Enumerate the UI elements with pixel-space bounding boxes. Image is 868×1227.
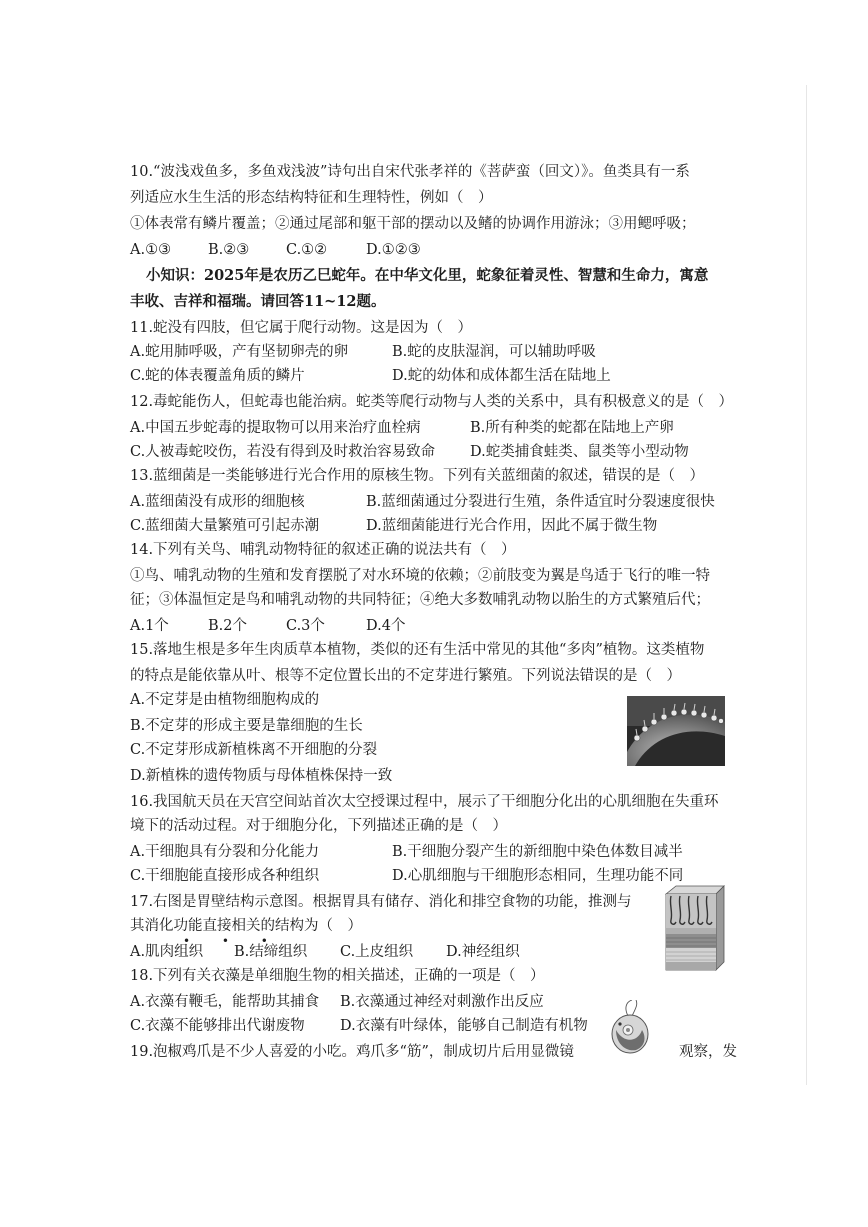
q11-option-c: C.蛇的体表覆盖角质的鳞片 [130,368,305,384]
q13-option-c: C.蓝细菌大量繁殖可引起赤潮 [130,518,320,534]
q18-option-c: C.衣藻不能够排出代谢废物 [130,1018,305,1034]
q15-option-d: D.新植株的遗传物质与母体植株保持一致 [130,768,393,784]
q15-option-b: B.不定芽的形成主要是靠细胞的生长 [130,718,363,734]
q12-options-row-2 [130,442,750,462]
q18-option-b: B.衣藻通过神经对刺激作出反应 [340,994,544,1010]
q16-option-d: D.心肌细胞与干细胞形态相同，生理功能不同 [392,868,684,884]
q16-option-b: B.干细胞分裂产生的新细胞中染色体数目减半 [392,844,683,860]
note-line-2: 丰收、吉祥和福瑞。请回答11~12题。 [130,293,386,310]
stomach-wall-diagram [660,884,726,974]
q10-option-d: D.①②③ [366,242,421,258]
q17-options [130,942,550,962]
q15-option-c: C.不定芽形成新植株离不开细胞的分裂 [130,742,378,758]
q14-options [130,616,430,636]
page-edge-line [806,85,807,1085]
q10-option-b: B.②③ [208,242,250,258]
q11-options-row-2 [130,366,750,386]
q17-option-b: B.结缔组织 [234,944,308,960]
q15-option-a: A.不定芽是由植物细胞构成的 [130,692,320,708]
q19-stem-line-1-tail: 观察，发 [679,1044,737,1060]
q11-option-b: B.蛇的皮肤湿润，可以辅助呼吸 [392,344,596,360]
q19-stem-line-1: 19.泡椒鸡爪是不少人喜爱的小吃。鸡爪多“筋”，制成切片后用显微镜 [130,1044,574,1060]
q13-options-row-2 [130,516,750,536]
q12-option-a: A.中国五步蛇毒的提取物可以用来治疗血栓病 [130,420,421,436]
q10-option-a: A.①③ [130,242,172,258]
q17-option-a: A.肌肉组织 [130,944,204,960]
q18-option-d: D.衣藻有叶绿体，能够自己制造有机物 [340,1018,588,1034]
emphasis-dots: • • • [183,934,282,948]
q10-option-c: C.①② [286,242,328,258]
q18-option-a: A.衣藻有鞭毛，能帮助其捕食 [130,994,320,1010]
q12-option-c: C.人被毒蛇咬伤，若没有得到及时救治容易致命 [130,444,436,460]
q18-options-row-2 [130,1016,750,1036]
q17-option-c: C.上皮组织 [340,944,414,960]
q13-option-b: B.蓝细菌通过分裂进行生殖，条件适宜时分裂速度很快 [366,494,715,510]
q17-stem-line-1: 17.右图是胃壁结构示意图。根据胃具有储存、消化和排空食物的功能，推测与 [130,894,632,910]
q14-option-a: A.1个 [130,618,169,634]
succulent-leaf-photo [627,696,725,766]
q18-stem: 18.下列有关衣藻是单细胞生物的相关描述，正确的一项是（ ） [130,968,545,984]
q14-option-c: C.3个 [286,618,325,634]
q12-stem: 12.毒蛇能伤人，但蛇毒也能治病。蛇类等爬行动物与人类的关系中，具有积极意义的是（ ） [130,394,734,410]
q16-options-row-1 [130,842,750,862]
q16-option-a: A.干细胞具有分裂和分化能力 [130,844,320,860]
q16-option-c: C.干细胞能直接形成各种组织 [130,868,320,884]
q16-stem-line-2: 境下的活动过程。对于细胞分化，下列描述正确的是（ ） [130,818,507,834]
q16-options-row-2 [130,866,750,886]
q17-stem-line-2: 其消化功能直接相关的结构为（ ） [130,918,362,934]
q11-stem: 11.蛇没有四肢，但它属于爬行动物。这是因为（ ） [130,320,473,336]
q12-option-b: B.所有种类的蛇都在陆地上产卵 [470,420,674,436]
q13-options-row-1 [130,492,750,512]
q11-option-d: D.蛇的幼体和成体都生活在陆地上 [392,368,611,384]
q14-stem-line-2: ①鸟、哺乳动物的生殖和发育摆脱了对水环境的依赖；②前肢变为翼是鸟适于飞行的唯一特 [130,568,710,584]
q10-stem-line-1: 10.“波浅戏鱼多，多鱼戏浅波”诗句出自宋代张孝祥的《菩萨蛮（回文）》。鱼类具有一系 [130,164,690,180]
q17-option-d: D.神经组织 [446,944,520,960]
q10-stem-line-2: 列适应水生生活的形态结构特征和生理特性，例如（ ） [130,190,493,206]
q12-options-row-1 [130,418,750,438]
q16-stem-line-1: 16.我国航天员在天宫空间站首次太空授课过程中，展示了干细胞分化出的心肌细胞在失重环 [130,794,719,810]
q13-option-a: A.蓝细菌没有成形的细胞核 [130,494,305,510]
note-line-1: 小知识：2025年是农历乙巳蛇年。在中华文化里，蛇象征着灵性、智慧和生命力，寓意 [146,267,709,284]
q15-stem-line-1: 15.落地生根是多年生肉质草本植物，类似的还有生活中常见的其他“多肉”植物。这类植物 [130,642,705,658]
q10-stem-line-3: ①体表常有鳞片覆盖；②通过尾部和躯干部的摆动以及鳍的协调作用游泳；③用鳃呼吸； [130,216,696,232]
q12-option-d: D.蛇类捕食蛙类、鼠类等小型动物 [470,444,689,460]
q13-stem: 13.蓝细菌是一类能够进行光合作用的原核生物。下列有关蓝细菌的叙述，错误的是（ ） [130,468,705,484]
q15-stem-line-2: 的特点是能依靠从叶、根等不定位置长出的不定芽进行繁殖。下列说法错误的是（ ） [130,668,681,684]
q14-option-d: D.4个 [366,618,406,634]
q14-stem: 14.下列有关鸟、哺乳动物特征的叙述正确的说法共有（ ） [130,542,516,558]
q11-options-row-1 [130,342,750,362]
q14-stem-line-3: 征；③体温恒定是鸟和哺乳动物的共同特征；④绝大多数哺乳动物以胎生的方式繁殖后代； [130,592,710,608]
q13-option-d: D.蓝细菌能进行光合作用，因此不属于微生物 [366,518,658,534]
q11-option-a: A.蛇用肺呼吸，产有坚韧卵壳的卵 [130,344,349,360]
q18-options-row-1 [130,992,750,1012]
q10-options [130,240,430,260]
chlamydomonas-cell-diagram [606,1000,654,1056]
q14-option-b: B.2个 [208,618,247,634]
